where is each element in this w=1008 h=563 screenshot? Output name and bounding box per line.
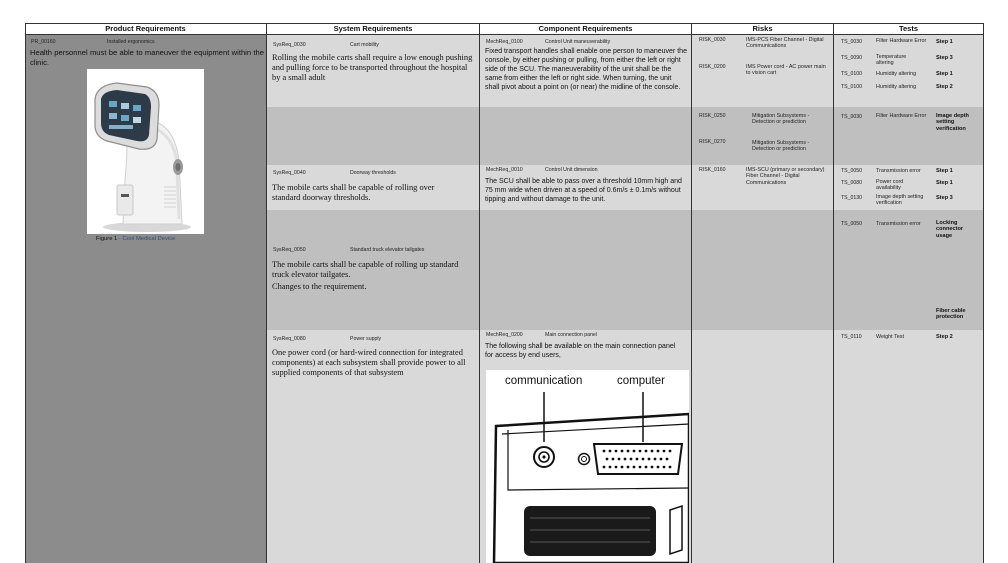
test-8-step: Locking connector usage: [936, 220, 964, 239]
mechreq-0010-id: MechReq_0010: [486, 167, 523, 173]
risk-0200-desc: IMS Power cord - AC power main to vision cart: [746, 64, 826, 77]
sysreq-0030-title: Cart mobility: [350, 42, 379, 48]
sysreq-0080-title: Power supply: [350, 336, 382, 342]
divider-system-component: [479, 23, 480, 563]
risk-0160-id: RISK_0160: [699, 167, 726, 173]
table-left-border: [25, 23, 26, 563]
mechreq-0200-id: MechReq_0200: [486, 332, 523, 338]
mechreq-0010-title: Control Unit dimension: [545, 167, 598, 173]
header-tests: Tests: [898, 24, 919, 33]
panel-label-computer: computer: [617, 375, 665, 387]
mechreq-0100-text: Fixed transport handles shall enable one person to maneuver the console, by either pushing or pulling, from either the left or right side of the SCU. The maneuverability of the unit shall be the same from either the left or right side. When turning, the unit shall pivot about a point on (or near) the midline of the console.: [485, 48, 687, 91]
table-right-border: [983, 23, 984, 563]
test-1-name: Temperature altering: [876, 54, 907, 67]
test-9-step: Fiber cable protection: [936, 308, 966, 321]
risk-0030-id: RISK_0030: [699, 37, 726, 43]
test-3-name: Humidity altering: [876, 84, 917, 90]
risk-0160-desc: IMS-SCU (primary or secondary) Fiber Channel - Digital Communications: [746, 167, 825, 186]
test-2-id: TS_0100: [841, 71, 863, 77]
risk-0270-id: RISK_0270: [699, 139, 726, 145]
mechreq-0200-text: The following shall be available on the main connection panel for access by end users,: [485, 343, 676, 359]
test-0-name: Filter Hardware Error: [876, 38, 927, 44]
test-3-id: TS_0100: [841, 84, 863, 90]
header-product-requirements: Product Requirements: [105, 24, 186, 33]
test-4-name: Filter Hardware Error: [876, 113, 927, 119]
sysreq-0040-title: Doorway thresholds: [350, 170, 396, 176]
mechreq-0100-title: Control Unit maneuverability: [545, 39, 611, 45]
test-1-id: TS_0090: [841, 55, 863, 61]
medical-device-image: [87, 69, 204, 234]
product-figure: [87, 69, 204, 234]
test-7-step: Step 3: [936, 195, 953, 201]
band-component-2: [480, 210, 692, 330]
sysreq-0040-id: SysReq_0040: [273, 170, 306, 176]
mechreq-0010-text: The SCU shall be able to pass over a threshold 10mm high and 75 mm wide when driven at a speed of 0.6m/s ± 0.1m/s without tipping and without damage to the unit.: [485, 178, 682, 203]
product-req-text: Health personnel must be able to maneuver the equipment within the clinic.: [30, 48, 264, 67]
test-8-id: TS_0050: [841, 221, 863, 227]
risk-0200-id: RISK_0200: [699, 64, 726, 70]
figure-caption-separator: -: [117, 236, 123, 242]
risk-0250-id: RISK_0250: [699, 113, 726, 119]
connection-panel-drawing: [486, 370, 689, 563]
risk-0030-desc: IMS-PCS Fiber Channel - Digital Communications: [746, 37, 824, 50]
test-0-id: TS_0030: [841, 39, 863, 45]
test-2-step: Step 1: [936, 71, 953, 77]
sysreq-0040-text: The mobile carts shall be capable of rolling over standard doorway thresholds.: [272, 183, 435, 203]
test-10-name: Weight Test: [876, 334, 904, 340]
figure-caption: [96, 236, 175, 242]
sysreq-0050-text: The mobile carts shall be capable of rolling up standard truck elevator tailgates.: [272, 260, 459, 280]
test-1-step: Step 3: [936, 55, 953, 61]
test-7-name: Image depth setting verification: [876, 194, 924, 207]
test-4-step: Image depth setting verification: [936, 113, 969, 132]
figure-caption-text: Cool Medical Device: [122, 236, 176, 242]
panel-label-communication: communication: [505, 375, 583, 387]
sysreq-0050-id: SysReq_0050: [273, 247, 306, 253]
test-6-name: Power cord availability: [876, 179, 904, 192]
sysreq-0080-id: SysReq_0080: [273, 336, 306, 342]
band-system-1: [267, 107, 480, 165]
test-8-name: Transmission error: [876, 221, 921, 227]
product-req-title: Installed ergonomics: [107, 39, 155, 45]
header-component-requirements: Component Requirements: [538, 24, 633, 33]
test-10-id: TS_0110: [841, 334, 862, 340]
test-6-step: Step 1: [936, 180, 953, 186]
divider-product-system: [266, 23, 267, 563]
divider-component-risks: [691, 23, 692, 563]
test-5-id: TS_0050: [841, 168, 863, 174]
test-7-id: TS_0130: [841, 195, 863, 201]
band-risks-2: [692, 210, 834, 330]
test-4-id: TS_0030: [841, 114, 863, 120]
test-6-id: TS_0080: [841, 180, 863, 186]
header-risks: Risks: [752, 24, 773, 33]
risk-0270-desc: Mitigation Subsystems - Detection or prediction: [752, 140, 810, 153]
test-10-step: Step 2: [936, 334, 953, 340]
mechreq-0200-title: Main connection panel: [545, 332, 597, 338]
test-0-step: Step 1: [936, 39, 953, 45]
figure-label: Figure 1: [96, 236, 118, 242]
header-system-requirements: System Requirements: [333, 24, 413, 33]
test-2-name: Humidity altering: [876, 71, 917, 77]
mechreq-0100-id: MechReq_0100: [486, 39, 523, 45]
sysreq-0080-text: One power cord (or hard-wired connection for integrated components) at each subsystem shall provide power to all supplied components of that subsystem: [272, 348, 466, 378]
header-bottom-border: [25, 34, 983, 35]
sysreq-0050-title: Standard truck elevator tailgates: [350, 247, 425, 253]
sysreq-0030-text: Rolling the mobile carts shall require a low enough pushing and pulling force to be transported throughout the hospital by a small adult: [272, 53, 473, 83]
product-req-id: PR_00160: [31, 39, 56, 45]
sysreq-0030-id: SysReq_0030: [273, 42, 306, 48]
divider-risks-tests: [833, 23, 834, 563]
connection-panel-image: [486, 370, 689, 563]
test-5-step: Step 1: [936, 168, 953, 174]
test-5-name: Transmission error: [876, 168, 921, 174]
test-3-step: Step 2: [936, 84, 953, 90]
band-component-1: [480, 107, 692, 165]
sysreq-0050-extra: Changes to the requirement.: [272, 282, 367, 291]
risk-0250-desc: Mitigation Subsystems - Detection or prediction: [752, 113, 810, 126]
